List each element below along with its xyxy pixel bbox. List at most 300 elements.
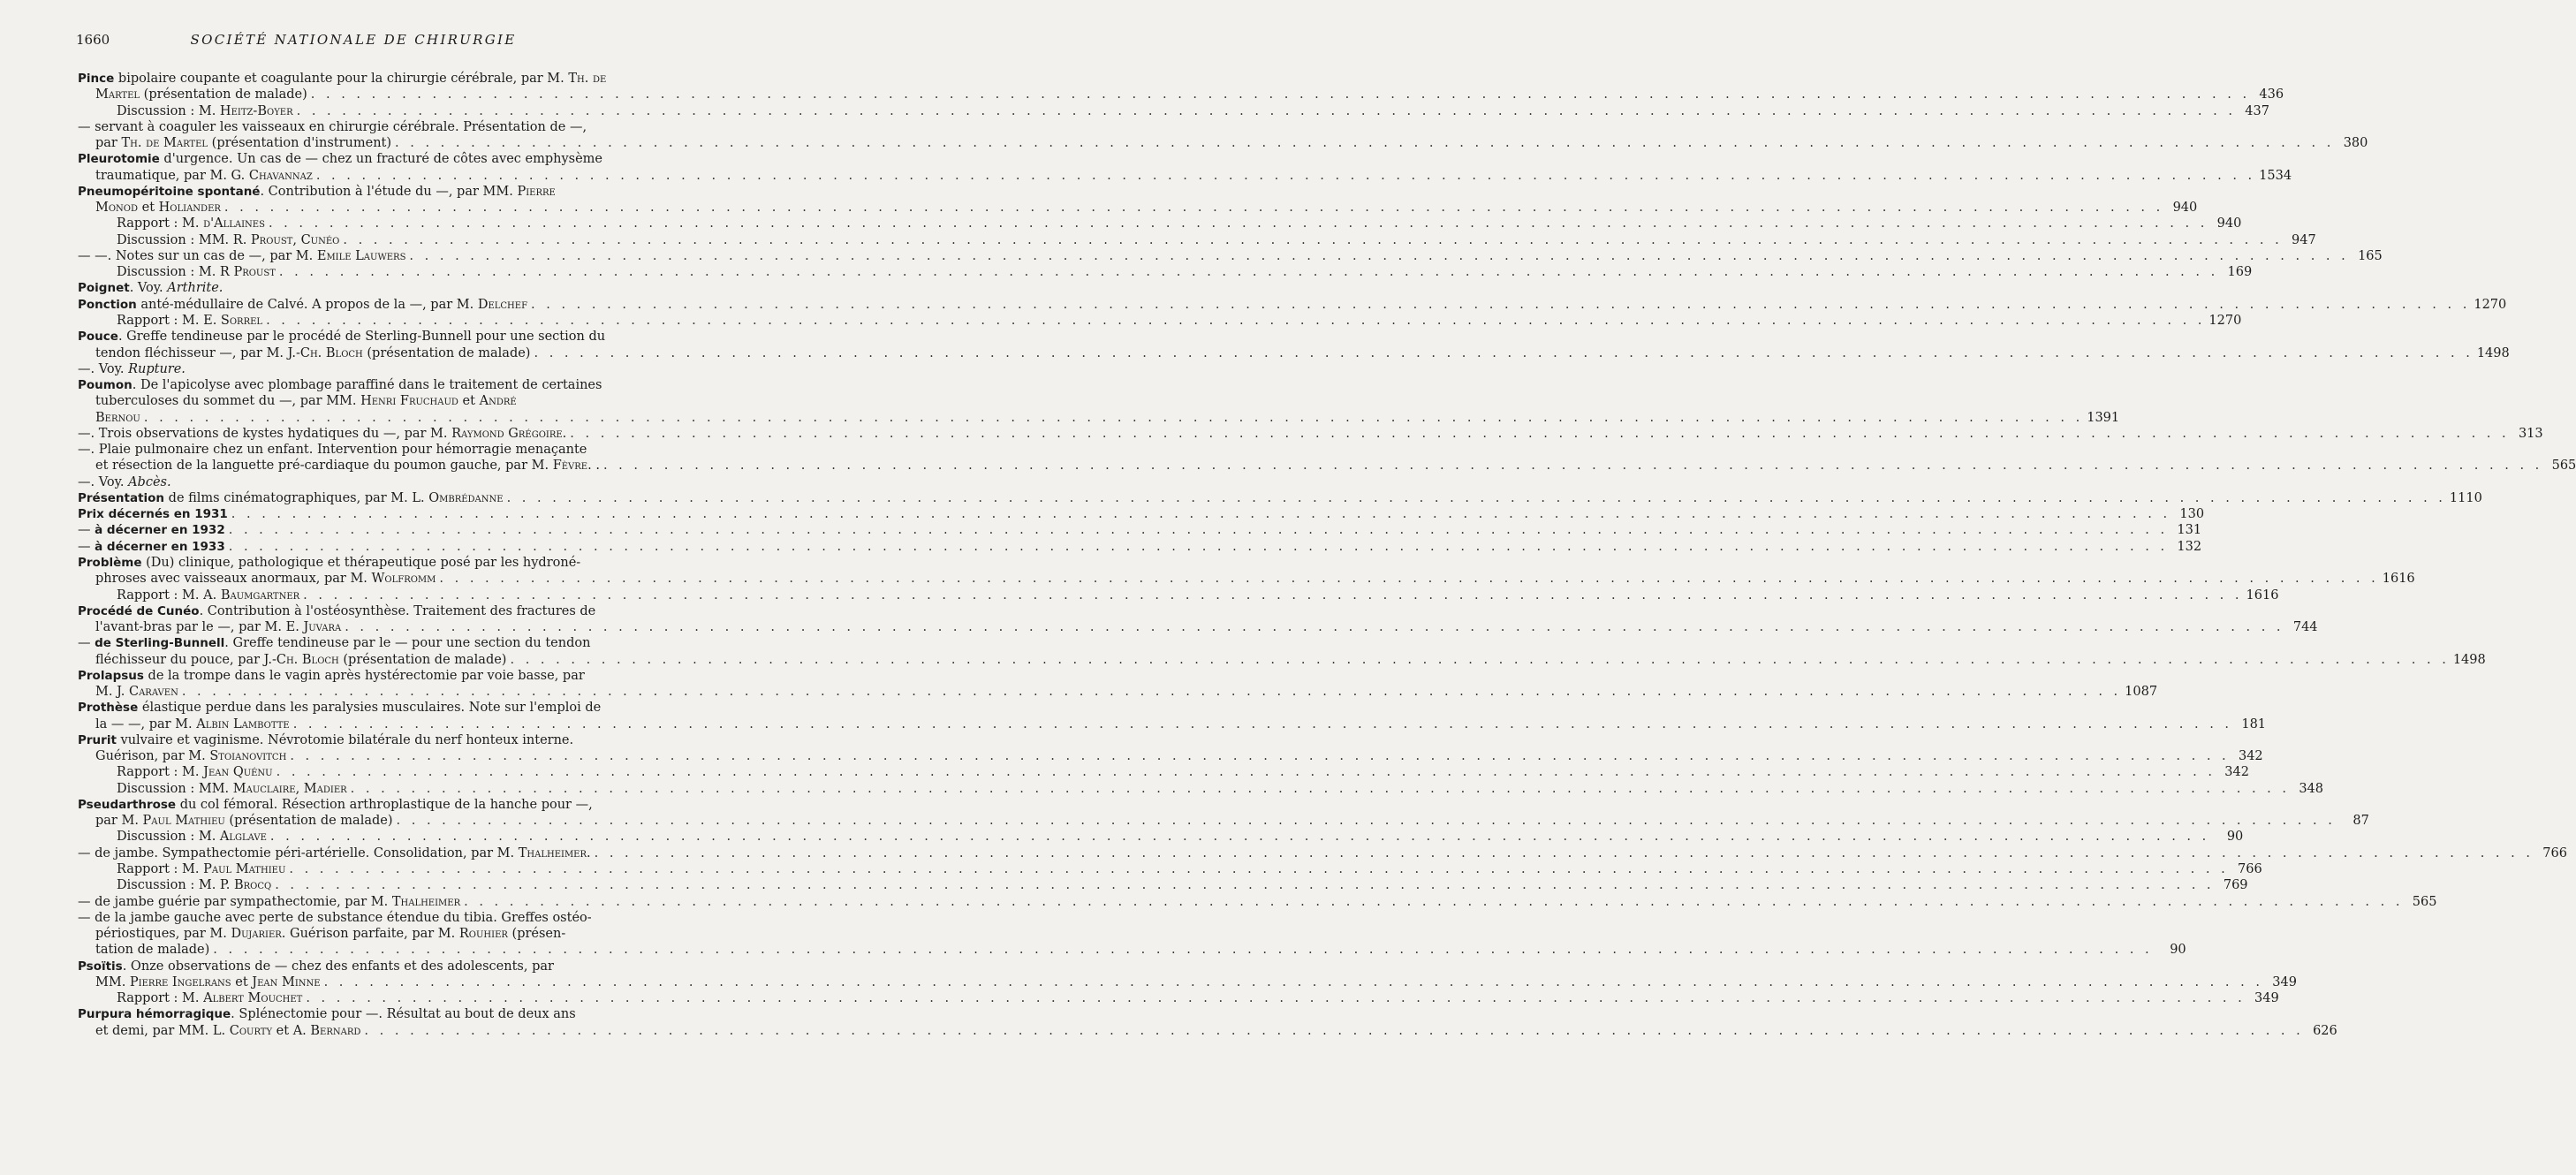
index-line [78,829,2244,845]
entry-segment: . Onze observations de — chez des enfants et des adolescents, par [122,959,554,974]
entry-text [78,797,593,813]
page-reference: 1498 [2452,652,2486,667]
index-list [78,71,2576,1039]
dot-leader [345,619,2284,635]
page-reference: 940 [2216,216,2242,231]
index-line [78,764,2249,780]
author-name: Paul Mathieu [203,862,286,877]
page-reference: 380 [2343,136,2368,151]
entry-keyword: Pseudarthrose [78,797,177,812]
dot-leader [275,877,2214,893]
index-line [78,748,2263,764]
dot-leader [351,781,2290,797]
entry-segment: et A. [272,1023,311,1038]
entry-text [95,168,313,184]
author-name: Ch. Bloch [299,345,363,360]
entry-segment: Rapport : M. [117,991,204,1006]
dot-leader [290,748,2229,764]
entry-text [95,1023,360,1039]
entry-text [95,813,393,829]
entry-keyword: de Sterling-Bunnell [95,636,225,651]
entry-segment: du col fémoral. Résection arthroplastique de la hanche pour —, [176,797,593,812]
entry-segment: la — —, par M. [95,716,197,732]
entry-text [78,297,527,313]
entry-keyword: Pneumopéritoine spontané [78,184,261,199]
entry-segment: , [292,232,301,247]
page-reference: 437 [2245,103,2269,118]
entry-keyword: à décerner en 1933 [95,539,225,554]
entry-segment: — [78,523,95,538]
dot-leader [144,410,2083,426]
entry-text [95,87,307,102]
entry-segment: Rapport : M. [117,862,204,877]
page-reference: 313 [2518,426,2543,441]
page-reference: 1270 [2474,297,2507,312]
index-line [78,248,2383,264]
entry-segment: (présen- [507,927,566,942]
dot-leader [595,845,2534,861]
entry-segment: de films cinématographiques, par M. L. [164,490,429,505]
entry-text [117,861,285,877]
author-name: Sorrel [220,313,263,328]
index-line [78,555,664,571]
entry-keyword: Prix décernés en 1931 [78,507,228,522]
index-line [78,200,2198,216]
index-line [78,942,2186,958]
author-name: Albert Mouchet [203,991,303,1006]
running-title: SOCIÉTÉ NATIONALE DE CHIRURGIE [190,32,517,48]
entry-keyword: Prolapsus [78,668,144,683]
entry-text [78,539,225,555]
author-name: Alglave [219,830,267,845]
entry-text [78,603,595,619]
index-line [78,619,2318,635]
entry-segment: MM. [95,974,130,989]
entry-text [78,119,587,135]
page-reference: 165 [2358,248,2383,263]
dot-leader [343,232,2282,248]
entry-segment: (présentation de malade) [140,87,307,102]
author-name: Albin Lambotte [196,716,290,732]
entry-segment: phroses avec vaisseaux anormaux, par M. [95,572,372,587]
entry-text [117,877,271,893]
entry-text [78,910,592,926]
entry-segment: — servant à coaguler les vaisseaux en chirurgie cérébrale. Présentation de —, [78,119,587,134]
dot-leader [224,200,2163,216]
author-name: Heitz-Boyer [219,103,293,118]
page-reference: 766 [2238,862,2262,877]
index-line [78,232,2316,248]
author-name: Emile Lauwers [316,248,406,263]
entry-text [78,361,186,377]
page-reference: 349 [2272,974,2297,989]
index-line [78,506,2205,522]
author-name: Dujarier [231,927,282,942]
entry-segment: de la trompe dans le vagin après hystérectomie par voie basse, par [143,668,585,683]
page-reference: 349 [2254,991,2279,1006]
index-line [78,974,2297,990]
entry-text [95,458,600,474]
page-reference: 947 [2292,232,2316,247]
entry-segment: Discussion : MM. [117,781,233,796]
entry-segment: Guérison, par M. [95,749,210,764]
dot-leader [213,942,2152,958]
dot-leader [531,297,2470,313]
entry-text [95,619,341,635]
index-line [78,990,2279,1006]
page-reference: 1616 [2382,572,2415,587]
entry-segment: tendon fléchisseur —, par M. J.- [95,345,300,360]
page-reference: 1270 [2209,313,2242,328]
index-line [78,716,2267,732]
entry-text [78,959,554,974]
dot-leader [269,216,2208,231]
entry-segment: et [138,201,159,216]
entry-segment: (présentation d'instrument) [208,136,392,151]
index-line [78,490,2482,506]
entry-segment: Rapport : M. [117,765,204,780]
index-line [78,103,2269,119]
entry-text [78,506,228,522]
page-reference: 769 [2223,878,2248,893]
index-line [78,329,664,345]
page-reference: 766 [2542,845,2567,860]
author-name: Mauclaire [232,781,296,796]
entry-text [95,393,517,409]
index-line [78,280,664,296]
dot-leader [229,539,2168,555]
author-name: Brocq [233,878,272,893]
entry-text [95,200,221,216]
author-name: Caraven [128,685,178,700]
page-reference: 1498 [2476,345,2510,360]
entry-segment: et [458,394,480,409]
entry-text [78,668,585,684]
entry-segment: élastique perdue dans les paralysies musculaires. Note sur l'emploi de [138,701,602,716]
entry-keyword: Problème [78,555,142,570]
page-reference: 1087 [2125,685,2158,700]
page-reference: 342 [2224,765,2249,780]
entry-keyword: Ponction [78,297,137,312]
dot-leader [293,716,2232,732]
page-reference: 131 [2177,523,2202,538]
page-reference: 348 [2299,781,2324,796]
entry-text [117,232,339,248]
index-line [78,442,664,458]
entry-text [117,781,347,797]
entry-segment: anté-médullaire de Calvé. A propos de la —, par M. [136,297,478,312]
index-line [78,264,2253,280]
entry-text [78,377,602,393]
page-reference: 169 [2227,265,2253,280]
index-line [78,894,2437,910]
entry-keyword: Présentation [78,490,165,505]
entry-segment: . Greffe tendineuse par le — pour une section du tendon [224,636,591,651]
index-line [78,732,664,748]
entry-text [117,764,273,780]
entry-segment: par M. [95,814,143,829]
index-line [78,458,2576,474]
entry-keyword: Poumon [78,378,133,393]
index-line [78,910,664,926]
page-reference: 626 [2313,1023,2337,1038]
author-name: Pierre Ingelrans [129,974,231,989]
index-line [78,1023,2337,1039]
author-name: Delchef [477,297,528,312]
entry-text [95,410,140,426]
entry-segment: — —. Notes sur un cas de —, par M. [78,248,317,263]
entry-segment: Discussion : M. P. [117,878,234,893]
entry-segment: . Guérison parfaite, par M. [281,927,459,942]
entry-segment: — de jambe guérie par sympathectomie, par M. [78,894,392,909]
entry-segment: (Du) clinique, pathologique et thérapeutique posé par les hydroné- [141,555,581,570]
dot-leader [324,974,2263,990]
index-line [78,184,664,200]
index-line [78,845,2567,861]
entry-text [95,926,565,942]
index-line [78,926,664,942]
entry-text [78,845,591,861]
entry-segment: . De l'apicolyse avec plombage paraffiné dans le traitement de certaines [132,378,602,393]
index-line [78,684,2158,700]
entry-text [78,442,587,458]
entry-text [117,264,276,280]
index-line [78,781,2324,797]
index-line [78,87,2284,102]
entry-segment: périostiques, par M. [95,927,231,942]
dot-leader [534,345,2473,361]
author-name: Jean Minne [252,974,321,989]
author-name: Chavannaz [248,168,313,183]
entry-text [95,716,290,732]
index-line [78,393,664,409]
dot-leader [279,264,2218,280]
entry-text [78,635,590,651]
entry-keyword: Procédé de Cunéo [78,603,200,618]
entry-segment: M. J. [95,685,129,700]
index-line [78,603,664,619]
cross-reference: Rupture. [128,361,186,376]
index-line [78,635,664,651]
entry-text [95,135,391,151]
dot-leader [311,87,2250,102]
entry-segment: et résection de la languette pré-cardiaque du poumon gauche, par M. [95,459,553,474]
entry-segment: . Contribution à l'ostéosynthèse. Traitement des fractures de [199,603,596,618]
page-number: 1660 [76,32,110,48]
author-name: Henri Fruchaud [360,394,458,409]
author-name: Paul Mathieu [142,814,225,829]
entry-segment: . Contribution à l'étude du —, par MM. [260,184,518,199]
index-line [78,345,2510,361]
author-name: Ombrédanne [428,490,504,505]
dot-leader [266,313,2205,329]
index-line [78,377,664,393]
entry-segment: Discussion : M. [117,103,220,118]
index-line [78,71,664,87]
dot-leader [439,571,2378,587]
entry-segment: tation de malade) [95,943,210,958]
index-line [78,410,2120,426]
entry-text [78,522,225,538]
entry-segment: (présentation de malade) [224,814,393,829]
entry-text [117,829,267,845]
entry-segment: l'avant-bras par le —, par M. E. [95,620,304,635]
page-reference: 1110 [2449,490,2482,505]
index-line [78,522,2202,538]
index-line [78,135,2368,151]
author-name: d'Allaines [203,216,265,231]
author-name: Monod [95,201,139,216]
entry-segment: traumatique, par M. G. [95,168,249,183]
dot-leader [231,506,2171,522]
entry-segment: . Voy. [129,281,168,296]
entry-text [95,571,436,587]
author-name: Ch. Bloch [276,652,339,667]
author-name: Th. de [568,72,607,86]
entry-segment: et demi, par MM. L. [95,1023,230,1038]
entry-text [95,942,209,958]
entry-text [78,894,460,910]
index-line [78,571,2415,587]
index-line [78,119,664,135]
entry-text [78,248,405,264]
author-name: Pierre [517,184,556,199]
author-name: R Proust [219,265,276,280]
entry-text [78,490,504,506]
entry-text [78,700,601,716]
dot-leader [603,458,2542,474]
dot-leader [409,248,2348,264]
entry-segment: —. Voy. [78,474,129,489]
author-name: Wolfromm [371,572,436,587]
entry-text [95,684,178,700]
entry-segment: —. Plaie pulmonaire chez un enfant. Intervention pour hémorragie menaçante [78,443,587,458]
entry-segment: fléchisseur du pouce, par J.- [95,652,277,667]
index-line [78,151,664,167]
entry-text [95,652,506,668]
dot-leader [316,168,2255,184]
entry-segment: —. Voy. [78,361,129,376]
entry-segment: Rapport : M. A. [117,588,221,603]
author-name: Th. de Martel [121,136,208,151]
page-reference: 90 [2170,943,2186,958]
entry-segment: . Splénectomie pour —. Résultat au bout de deux ans [231,1007,576,1022]
entry-keyword: Psoïtis [78,959,123,974]
page-reference: 87 [2352,814,2369,829]
author-name: Juvara [303,620,342,635]
entry-keyword: Pouce [78,330,118,345]
entry-text [95,345,530,361]
dot-leader [306,990,2245,1006]
index-line [78,861,2262,877]
dot-leader [507,490,2446,506]
entry-segment: par [95,136,122,151]
entry-segment: et [231,974,253,989]
dot-leader [270,829,2209,845]
entry-keyword: à décerner en 1932 [95,523,225,538]
entry-text [95,748,286,764]
dot-leader [277,764,2216,780]
author-name: Baumgartner [220,588,300,603]
index-line [78,216,2242,231]
entry-text [117,990,302,1006]
entry-keyword: Poignet [78,281,130,296]
index-line [78,813,2369,829]
cross-reference: Arthrite. [167,281,224,296]
entry-segment: — de jambe. Sympathectomie péri-artérielle. Consolidation, par M. [78,845,519,860]
entry-segment: bipolaire coupante et coagulante pour la chirurgie cérébrale, par M. [114,72,569,86]
entry-segment: — [78,636,95,651]
page-reference: 181 [2241,716,2267,732]
entry-text [78,1006,576,1022]
entry-segment: Discussion : M. [117,830,220,845]
entry-text [117,216,265,231]
page-reference: 1616 [2246,588,2279,603]
entry-text [78,474,171,490]
entry-segment: d'urgence. Un cas de — chez un fracturé de côtes avec emphysème [159,152,602,167]
author-name: Stoianovitch [209,749,287,764]
page-reference: 565 [2412,894,2437,909]
entry-text [78,329,605,345]
index-line [78,474,664,490]
index-line [78,652,2486,668]
page-header [0,32,707,51]
entry-segment: vulvaire et vaginisme. Névrotomie bilatérale du nerf honteux interne. [116,732,574,747]
author-name: Cunéo [300,232,340,247]
entry-segment: Discussion : MM. [117,232,233,247]
page-reference: 90 [2226,830,2244,845]
cross-reference: Abcès. [128,474,171,489]
page-reference: 744 [2292,620,2318,635]
index-line [78,1006,664,1022]
entry-text [95,974,321,990]
page-reference: 130 [2179,507,2205,522]
dot-leader [395,135,2334,151]
entry-text [78,732,573,748]
entry-keyword: Pleurotomie [78,152,160,167]
dot-leader [464,894,2403,910]
dot-leader [182,684,2121,700]
author-name: Raymond Grégoire [451,426,563,441]
entry-text [78,151,602,167]
entry-segment: tuberculoses du sommet du —, par MM. [95,394,361,409]
entry-segment: . . [587,459,600,474]
entry-segment: Discussion : M. [117,265,220,280]
entry-text [78,426,566,442]
entry-text [117,313,262,329]
entry-segment: (présentation de malade) [338,652,507,667]
dot-leader [303,588,2242,603]
author-name: Thalheimer [518,845,587,860]
index-line [78,168,2292,184]
page-reference: 132 [2177,539,2202,554]
index-line [78,700,664,716]
entry-text [117,103,293,119]
index-line [78,959,664,974]
entry-text [78,184,556,200]
author-name: Fèvre [552,459,588,474]
index-line [78,668,664,684]
dot-leader [297,103,2236,119]
dot-leader [397,813,2336,829]
index-line [78,539,2202,555]
index-line [78,588,2279,603]
entry-keyword: Prothèse [78,701,139,716]
dot-leader [364,1023,2303,1039]
entry-text [78,280,223,296]
dot-leader [570,426,2509,442]
page-reference: 1391 [2087,410,2120,425]
